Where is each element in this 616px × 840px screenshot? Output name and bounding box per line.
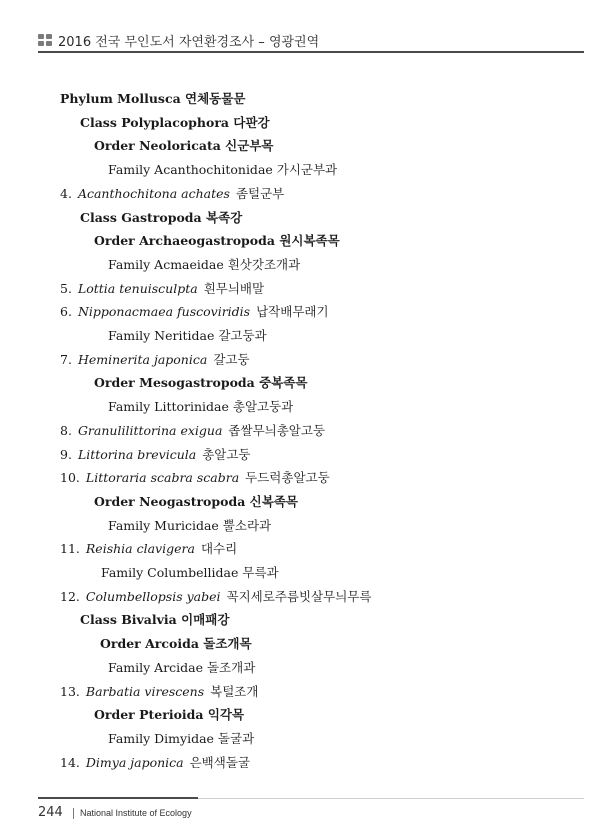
order-heading: Order Arcoida 돌조개목 — [100, 636, 252, 651]
order-heading: Order Archaeogastropoda 원시복족목 — [94, 233, 340, 248]
order-heading: Order Pterioida 익각목 — [94, 707, 245, 722]
scientific-name: Columbellopsis yabei — [85, 589, 221, 604]
family-heading: Family Acanthochitonidae 가시군부과 — [108, 162, 338, 177]
footer-rule — [38, 797, 198, 799]
scientific-name: Granulilittorina exigua — [77, 423, 223, 438]
korean-name: 대수리 — [200, 541, 238, 556]
species-number: 9. — [60, 447, 72, 462]
header-title: 2016 전국 무인도서 자연환경조사 – 영광권역 — [58, 35, 320, 50]
korean-name: 총알고둥 — [202, 447, 251, 462]
footer-rule-light — [198, 798, 584, 799]
scientific-name: Acanthochitona achates — [77, 186, 230, 201]
family-heading: Family Littorinidae 총알고둥과 — [108, 399, 294, 414]
order-heading: Order Neogastropoda 신복족목 — [94, 494, 298, 509]
page-number: 244 — [38, 805, 63, 820]
species-entry — [60, 470, 330, 486]
class-heading: Class Bivalvia 이매패강 — [80, 612, 230, 627]
species-number: 5. — [60, 281, 72, 296]
species-number: 7. — [60, 352, 72, 367]
family-heading: Family Neritidae 갈고둥과 — [108, 328, 267, 343]
class-heading: Class Gastropoda 복족강 — [80, 210, 243, 225]
species-entry — [60, 352, 250, 368]
species-number: 6. — [60, 304, 72, 319]
scientific-name: Lottia tenuisculpta — [77, 281, 198, 296]
family-heading: Family Columbellidae 무륵과 — [101, 565, 279, 580]
species-entry — [60, 684, 258, 700]
species-number: 11. — [60, 541, 80, 556]
species-number: 10. — [60, 470, 80, 485]
family-heading: Family Muricidae 뿔소라과 — [108, 518, 272, 533]
class-heading: Class Polyplacophora 다판강 — [80, 115, 270, 130]
species-entry — [60, 755, 250, 771]
species-number: 12. — [60, 589, 80, 604]
korean-name: 갈고둥 — [213, 352, 250, 367]
species-entry — [60, 541, 237, 557]
korean-name: 흰무늬배말 — [203, 281, 265, 296]
korean-name: 납작배무래기 — [256, 304, 329, 319]
family-heading: Family Arcidae 돌조개과 — [108, 660, 256, 675]
korean-name: 꼭지세로주름빗살무늬무륵 — [226, 589, 372, 604]
scientific-name: Littorina brevicula — [77, 447, 197, 462]
species-number: 13. — [60, 684, 80, 699]
order-heading: Order Neoloricata 신군부목 — [94, 138, 274, 153]
korean-name: 좁쌀무늬총알고둥 — [228, 423, 326, 438]
scientific-name: Heminerita japonica — [77, 352, 208, 367]
scientific-name: Littoraria scabra scabra — [85, 470, 240, 485]
order-heading: Order Mesogastropoda 중복족목 — [94, 375, 308, 390]
species-entry — [60, 589, 371, 605]
scientific-name: Reishia clavigera — [85, 541, 195, 556]
species-entry — [60, 423, 325, 439]
family-heading: Family Dimyidae 돌굴과 — [108, 731, 255, 746]
species-number: 14. — [60, 755, 80, 770]
species-number: 4. — [60, 186, 72, 201]
species-entry — [60, 447, 251, 463]
species-entry — [60, 304, 329, 320]
species-entry — [60, 281, 264, 297]
species-number: 8. — [60, 423, 72, 438]
korean-name: 복털조개 — [210, 684, 259, 699]
korean-name: 두드럭총알고둥 — [245, 470, 330, 485]
species-entry — [60, 186, 284, 202]
footer-publisher: National Institute of Ecology — [80, 808, 192, 818]
scientific-name: Barbatia virescens — [85, 684, 205, 699]
scientific-name: Dimya japonica — [85, 755, 184, 770]
phylum-heading: Phylum Mollusca 연체동물문 — [60, 91, 246, 106]
korean-name: 은백색돌굴 — [189, 755, 250, 770]
family-heading: Family Acmaeidae 흰삿갓조개과 — [108, 257, 301, 272]
korean-name: 좀털군부 — [235, 186, 285, 201]
scientific-name: Nipponacmaea fuscoviridis — [77, 304, 251, 319]
footer-separator — [73, 808, 74, 819]
